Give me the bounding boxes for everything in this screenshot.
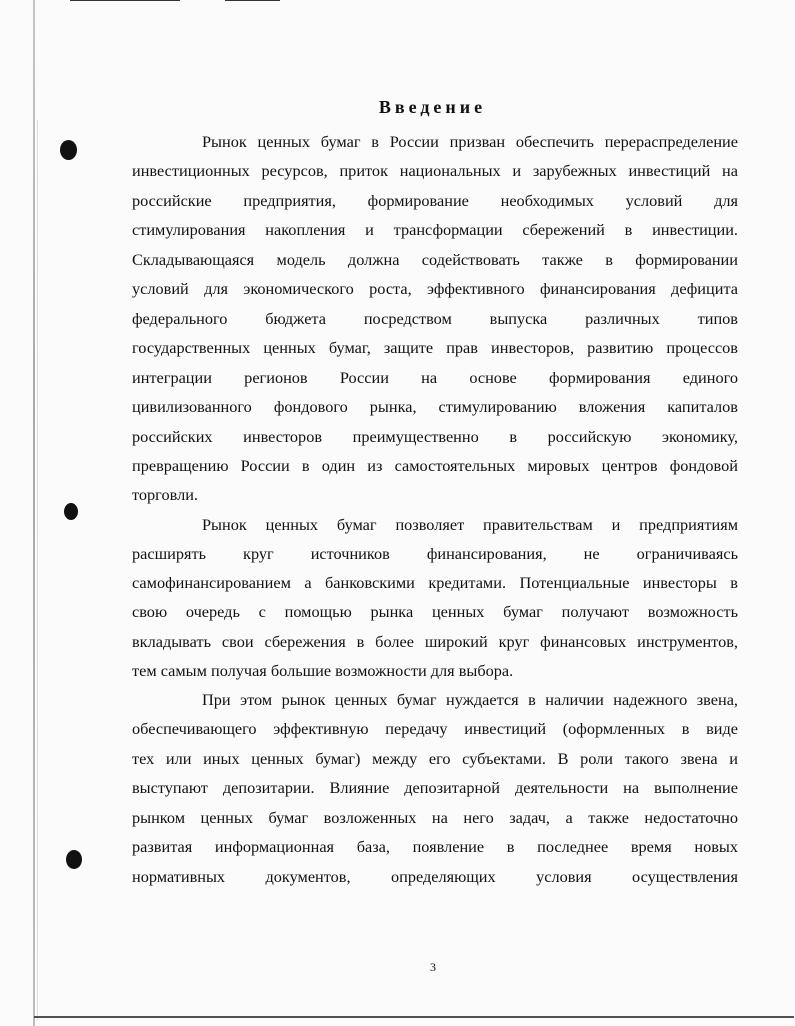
text-line: федерального бюджета посредством выпуска различных типов [132,309,738,328]
text-line: выступают депозитарии. Влияние депозитарной деятельности на выполнение [132,778,738,797]
text-line: тем самым получая большие возможности для выбора. [132,661,514,680]
text-line: тех или иных ценных бумаг) между его субъектами. В роли такого звена и [132,749,738,768]
scan-top-mark [70,0,180,1]
text-line: российских инвесторов преимущественно в российскую экономику, [132,427,738,446]
scan-left-edge [33,0,35,1026]
text-line: свою очередь с помощью рынка ценных бумаг получают возможность [132,602,738,621]
text-line: государственных ценных бумаг, защите прав инвесторов, развитию процессов [132,338,738,357]
text-line: самофинансированием а банковскими кредитами. Потенциальные инвесторы в [132,573,738,592]
scan-bottom-edge [34,1016,794,1018]
text-line: обеспечивающего эффективную передачу инвестиций (оформленных в виде [132,719,738,738]
page-number: 3 [430,960,436,974]
text-line: развитая информационная база, появление в последнее время новых [132,837,738,856]
punch-hole-mark [60,140,77,160]
text-line: При этом рынок ценных бумаг нуждается в наличии надежного звена, [202,690,738,709]
text-line: нормативных документов, определяющих условия осуществления [132,867,738,886]
section-title: Введение [378,97,487,117]
text-line: цивилизованного фондового рынка, стимулированию вложения капиталов [132,397,738,416]
text-line: российские предприятия, формирование необходимых условий для [132,191,738,210]
text-line: вкладывать свои сбережения в более широкий круг финансовых инструментов, [132,632,738,651]
text-line: превращению России в один из самостоятельных мировых центров фондовой [132,456,738,475]
text-line: торговли. [132,485,198,504]
text-line: стимулирования накопления и трансформации сбережений в инвестиции. [132,220,738,239]
punch-hole-mark [66,850,82,869]
text-line: условий для экономического роста, эффективного финансирования дефицита [132,279,738,298]
text-line: инвестиционных ресурсов, приток национальных и зарубежных инвестиций на [132,161,738,180]
scan-left-edge-inner [37,120,38,1020]
text-line: рынком ценных бумаг возложенных на него задач, а также недостаточно [132,808,738,827]
text-line: Складывающаяся модель должна содействовать также в формировании [132,250,738,269]
punch-hole-mark [64,503,78,520]
text-line: расширять круг источников финансирования, не ограничиваясь [132,544,738,563]
text-line: Рынок ценных бумаг в России призван обеспечить перераспределение [202,132,738,151]
scan-top-mark [225,0,280,1]
text-line: интеграции регионов России на основе формирования единого [132,368,738,387]
text-line: Рынок ценных бумаг позволяет правительствам и предприятиям [202,515,738,534]
